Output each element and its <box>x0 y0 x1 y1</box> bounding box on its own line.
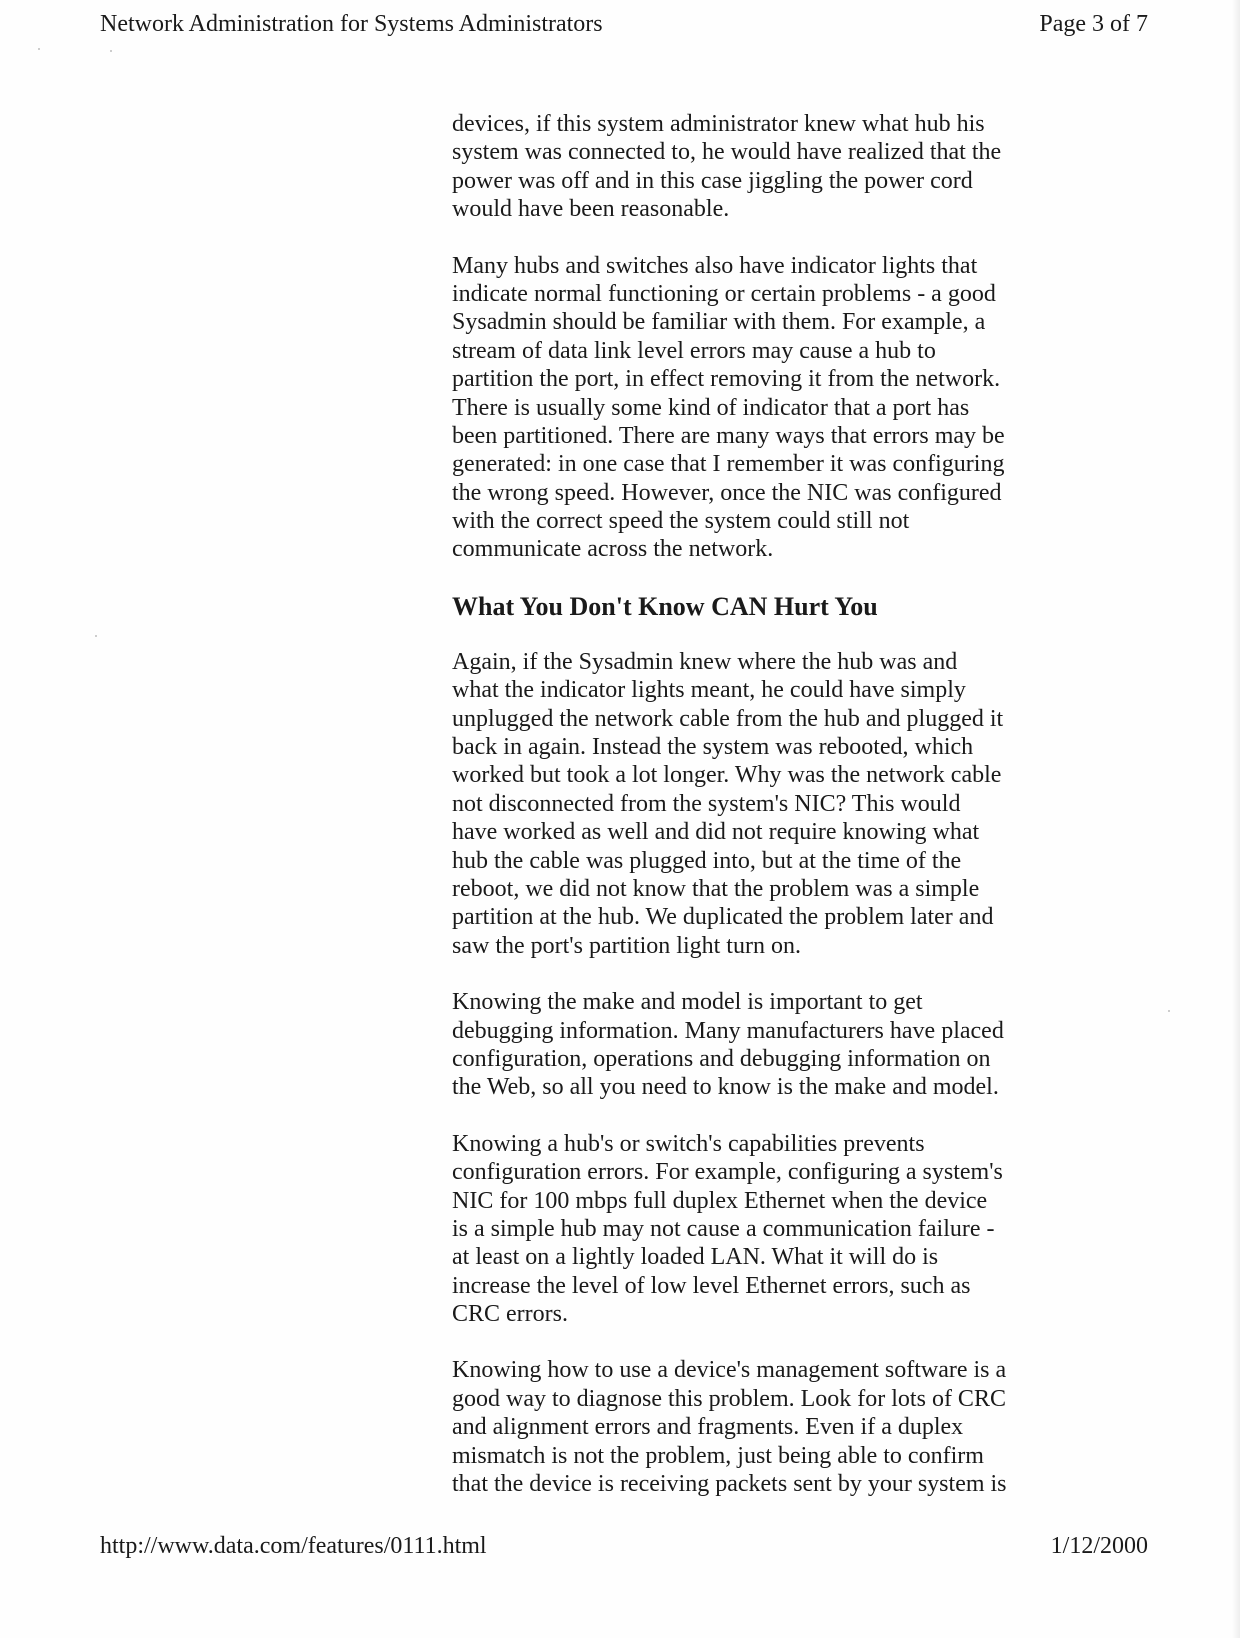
text-line: unplugged the network cable from the hub and plugged it <box>452 705 1004 732</box>
scan-speck <box>110 50 112 52</box>
text-line: indicate normal functioning or certain problems - a good <box>452 280 996 307</box>
text-line: generated: in one case that I remember it was configuring <box>452 451 1005 478</box>
text-line: that the device is receiving packets sent by your system is <box>452 1471 1007 1498</box>
text-line: power was off and in this case jiggling the power cord <box>452 167 973 194</box>
footer-date: 1/12/2000 <box>1050 1533 1148 1559</box>
scan-speck <box>95 635 97 637</box>
text-line: Knowing the make and model is important to get <box>452 989 923 1016</box>
paragraph-4 <box>452 988 1042 1102</box>
text-line: have worked as well and did not require knowing what <box>452 819 980 846</box>
paragraph-3 <box>452 648 1042 960</box>
text-line: partition the port, in effect removing it from the network. <box>452 366 1001 393</box>
text-line: partition at the hub. We duplicated the problem later and <box>452 904 994 931</box>
text-line: NIC for 100 mbps full duplex Ethernet when the device <box>452 1187 988 1214</box>
text-line: the wrong speed. However, once the NIC was configured <box>452 479 1002 506</box>
scan-edge-shadow <box>1232 0 1240 1638</box>
page-number: Page 3 of 7 <box>1039 11 1148 37</box>
paragraph-6 <box>452 1356 1042 1498</box>
section-heading: What You Don't Know CAN Hurt You <box>452 591 878 621</box>
scan-speck <box>38 48 40 50</box>
text-line: hub the cable was plugged into, but at the time of the <box>452 847 962 874</box>
text-line: is a simple hub may not cause a communication failure - <box>452 1215 995 1242</box>
text-line: back in again. Instead the system was rebooted, which <box>452 734 974 761</box>
text-line: Many hubs and switches also have indicator lights that <box>452 252 978 279</box>
footer-url[interactable]: http://www.data.com/features/0111.html <box>100 1533 487 1559</box>
text-line: what the indicator lights meant, he could have simply <box>452 677 966 704</box>
text-line: not disconnected from the system's NIC? This would <box>452 790 961 817</box>
text-line: configuration, operations and debugging information on <box>452 1045 991 1072</box>
text-line: would have been reasonable. <box>452 196 730 223</box>
text-line: increase the level of low level Ethernet errors, such as <box>452 1272 971 1299</box>
paragraph-5 <box>452 1130 1042 1329</box>
text-line: Sysadmin should be familiar with them. For example, a <box>452 309 986 336</box>
text-line: configuration errors. For example, configuring a system's <box>452 1159 1003 1186</box>
text-line: at least on a lightly loaded LAN. What it will do is <box>452 1244 939 1271</box>
paragraph-2 <box>452 252 1042 564</box>
text-line: system was connected to, he would have realized that the <box>452 139 1002 166</box>
article-body <box>452 110 1042 1526</box>
text-line: the Web, so all you need to know is the make and model. <box>452 1074 999 1101</box>
header-title: Network Administration for Systems Administrators <box>100 11 603 37</box>
paragraph-1 <box>452 110 1042 224</box>
text-line: stream of data link level errors may cause a hub to <box>452 337 936 364</box>
text-line: good way to diagnose this problem. Look for lots of CRC <box>452 1385 1006 1412</box>
text-line: communicate across the network. <box>452 536 774 563</box>
text-line: reboot, we did not know that the problem was a simple <box>452 875 980 902</box>
text-line: mismatch is not the problem, just being able to confirm <box>452 1442 984 1469</box>
text-line: CRC errors. <box>452 1301 568 1328</box>
text-line: Knowing a hub's or switch's capabilities prevents <box>452 1130 925 1157</box>
text-line: Again, if the Sysadmin knew where the hub was and <box>452 648 958 675</box>
text-line: worked but took a lot longer. Why was the network cable <box>452 762 1002 789</box>
text-line: with the correct speed the system could still not <box>452 508 910 535</box>
text-line: been partitioned. There are many ways that errors may be <box>452 422 1005 449</box>
text-line: debugging information. Many manufacturers have placed <box>452 1017 1004 1044</box>
text-line: saw the port's partition light turn on. <box>452 932 801 959</box>
text-line: There is usually some kind of indicator that a port has <box>452 394 970 421</box>
scan-speck <box>1168 1010 1170 1012</box>
text-line: devices, if this system administrator knew what hub his <box>452 111 985 137</box>
text-line: and alignment errors and fragments. Even if a duplex <box>452 1414 964 1441</box>
text-line: Knowing how to use a device's management software is a <box>452 1357 1007 1384</box>
